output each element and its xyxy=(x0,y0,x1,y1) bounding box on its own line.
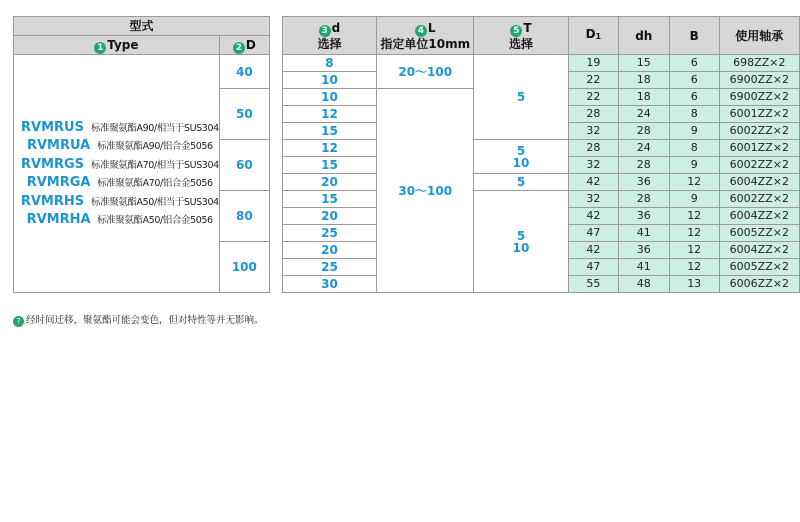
D1-cell: 47 xyxy=(568,259,618,276)
D1-cell: 42 xyxy=(568,174,618,191)
B-cell: 8 xyxy=(669,140,719,157)
dh-cell: 28 xyxy=(618,191,669,208)
bearing-cell: 6002ZZ×2 xyxy=(719,157,799,174)
bearing-cell: 6004ZZ×2 xyxy=(719,174,799,191)
bearing-cell: 6900ZZ×2 xyxy=(719,89,799,106)
dh-cell: 24 xyxy=(618,106,669,123)
B-cell: 12 xyxy=(669,225,719,242)
d-cell: 20 xyxy=(282,208,377,225)
d-cell: 12 xyxy=(282,140,377,157)
D1-cell: 28 xyxy=(568,140,618,157)
dh-cell: 36 xyxy=(618,208,669,225)
B-cell: 9 xyxy=(669,157,719,174)
D1-cell: 32 xyxy=(568,123,618,140)
d1-header: $D_1$ xyxy=(568,17,618,55)
d-cell: 15 xyxy=(282,123,377,140)
dh-cell: 28 xyxy=(618,157,669,174)
d-cell: 10 xyxy=(282,72,377,89)
dh-cell: 41 xyxy=(618,225,669,242)
type-item: RVMRHS 标准聚氨酯A50/相当于SUS304 xyxy=(20,193,219,209)
d-cell: 20 xyxy=(282,174,377,191)
D1-cell: 55 xyxy=(568,276,618,293)
dh-cell: 24 xyxy=(618,140,669,157)
bearing-cell: 698ZZ×2 xyxy=(719,55,799,72)
d-select-header: 3 d 选择 xyxy=(282,17,377,55)
B-cell: 6 xyxy=(669,55,719,72)
spec-table xyxy=(13,16,800,293)
info-icon: ? xyxy=(13,316,24,327)
B-cell: 9 xyxy=(669,123,719,140)
type-item: RVMRGS 标准聚氨酯A70/相当于SUS304 xyxy=(20,156,219,172)
dh-cell: 41 xyxy=(618,259,669,276)
B-cell: 12 xyxy=(669,242,719,259)
header-gap xyxy=(269,17,282,55)
bearing-cell: 6002ZZ×2 xyxy=(719,191,799,208)
B-cell: 6 xyxy=(669,89,719,106)
body-gap xyxy=(269,55,282,293)
t-select-header: 5 T 选择 xyxy=(474,17,569,55)
d-cell: 15 xyxy=(282,191,377,208)
L-cell: 30～100 xyxy=(377,89,474,293)
L-cell: 20～100 xyxy=(377,55,474,89)
d-cell: 12 xyxy=(282,106,377,123)
dh-cell: 18 xyxy=(618,89,669,106)
D1-cell: 42 xyxy=(568,208,618,225)
dh-cell: 18 xyxy=(618,72,669,89)
dh-cell: 48 xyxy=(618,276,669,293)
type-item: RVMRUS 标准聚氨酯A90/相当于SUS304 xyxy=(21,119,219,135)
badge-2-icon: 2 xyxy=(233,42,245,54)
d-cell: 8 xyxy=(282,55,377,72)
D1-cell: 42 xyxy=(568,242,618,259)
bearing-cell: 6004ZZ×2 xyxy=(719,242,799,259)
D1-cell: 22 xyxy=(568,89,618,106)
dh-cell: 28 xyxy=(618,123,669,140)
D1-cell: 32 xyxy=(568,157,618,174)
badge-5-icon: 5 xyxy=(510,25,522,37)
bearing-cell: 6005ZZ×2 xyxy=(719,225,799,242)
d-cell: 20 xyxy=(282,242,377,259)
dh-cell: 15 xyxy=(618,55,669,72)
bearing-cell: 6006ZZ×2 xyxy=(719,276,799,293)
dh-cell: 36 xyxy=(618,242,669,259)
D1-cell: 19 xyxy=(568,55,618,72)
l-header: 4 L 指定单位10mm xyxy=(377,17,474,55)
type-group-header: 型式 xyxy=(14,17,270,36)
type-item: RVMRHA 标准聚氨酯A50/铝合金5056 xyxy=(26,212,213,227)
D-cell: 50 xyxy=(219,89,269,140)
bearing-header: 使用轴承 xyxy=(719,17,799,55)
bearing-cell: 6001ZZ×2 xyxy=(719,140,799,157)
bearing-cell: 6900ZZ×2 xyxy=(719,72,799,89)
T-cell: 5 10 xyxy=(474,140,569,174)
badge-1-icon: 1 xyxy=(94,42,106,54)
D-cell: 40 xyxy=(219,55,269,89)
bearing-cell: 6001ZZ×2 xyxy=(719,106,799,123)
type-item: RVMRGA 标准聚氨酯A70/铝合金5056 xyxy=(26,175,213,190)
dh-cell: 36 xyxy=(618,174,669,191)
badge-4-icon: 4 xyxy=(415,25,427,37)
D-cell: 60 xyxy=(219,140,269,191)
footnote xyxy=(13,312,264,327)
d-header: 2 D xyxy=(219,36,269,55)
D1-cell: 32 xyxy=(568,191,618,208)
D1-cell: 22 xyxy=(568,72,618,89)
badge-3-icon: 3 xyxy=(319,25,331,37)
D1-cell: 28 xyxy=(568,106,618,123)
bearing-cell: 6005ZZ×2 xyxy=(719,259,799,276)
type-list-cell xyxy=(14,55,220,293)
d-cell: 10 xyxy=(282,89,377,106)
T-cell: 5 xyxy=(474,174,569,191)
B-cell: 12 xyxy=(669,174,719,191)
D-cell: 80 xyxy=(219,191,269,242)
B-cell: 13 xyxy=(669,276,719,293)
bearing-cell: 6004ZZ×2 xyxy=(719,208,799,225)
B-cell: 6 xyxy=(669,72,719,89)
D-cell: 100 xyxy=(219,242,269,293)
type-header: 1 Type xyxy=(14,36,220,55)
footnote-text: 经时间迁移，聚氨酯可能会变色，但对特性等并无影响。 xyxy=(26,315,264,326)
d-cell: 15 xyxy=(282,157,377,174)
d-cell: 30 xyxy=(282,276,377,293)
b-header: B xyxy=(669,17,719,55)
D1-cell: 47 xyxy=(568,225,618,242)
T-cell: 5 10 xyxy=(474,191,569,293)
bearing-cell: 6002ZZ×2 xyxy=(719,123,799,140)
B-cell: 12 xyxy=(669,208,719,225)
B-cell: 9 xyxy=(669,191,719,208)
T-cell: 5 xyxy=(474,55,569,140)
B-cell: 12 xyxy=(669,259,719,276)
dh-header: dh xyxy=(618,17,669,55)
d-cell: 25 xyxy=(282,259,377,276)
d-cell: 25 xyxy=(282,225,377,242)
type-item: RVMRUA 标准聚氨酯A90/铝合金5056 xyxy=(26,138,213,153)
B-cell: 8 xyxy=(669,106,719,123)
